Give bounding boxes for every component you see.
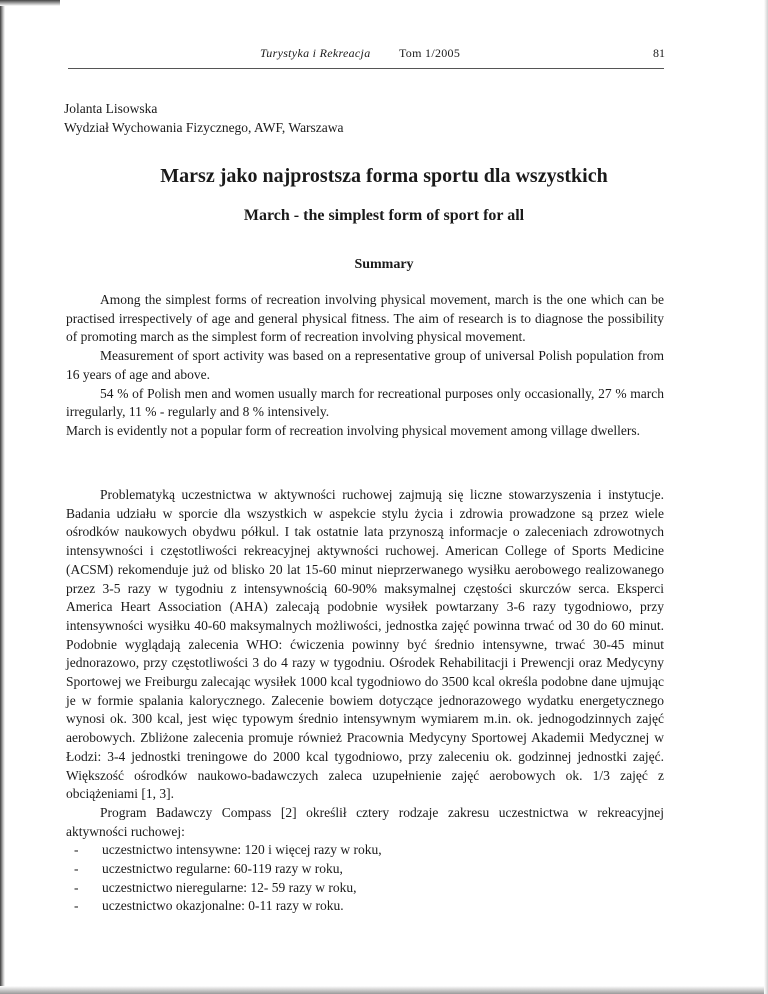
author-block (64, 99, 344, 137)
body-paragraph: Problematyką uczestnictwa w aktywności ruchowej zajmują się liczne stowarzyszenia i instytucje. Badania udziału w sporcie dla wszystkich w aspekcie stylu życia i zdrowia prowadzone są przez wiele ośrodków naukowych obydwu półkul. I tak ostatnie lata przynoszą informacje o zaleceniach zdrowotnych intensywności i częstotliwości rekreacyjnej aktywności ruchowej. American College of Sports Medicine (ACSM) rekomenduje już od blisko 20 lat 15-60 minut nieprzerwanego wysiłku aerobowego realizowanego przez 3-5 razy w tygodniu z intensywnością 60-90% maksymalnej częstości skurczów serca. Eksperci America Heart Association (AHA) zalecają podobnie wysiłek powtarzany 3-6 razy tygodniowo, przy intensywności wysiłku 40-60 maksymalnych możliwości, jednostka zajęć powinna trwać od 30 do 60 minut. Podobnie wyglądają zalecenia WHO: ćwiczenia powinny być średnio intensywne, trwać 30-45 minut jednorazowo, przy częstotliwości 3 do 4 razy w tygodniu. Ośrodek Rehabilitacji i Prewencji oraz Medycyny Sportowej we Freiburgu zalecając wysiłek 1000 kcal tygodniowo do 3500 kcal określa podobne dane ujmując je w formie spalania kalorycznego. Zalecenie bowiem dotyczące jednorazowego wydatku energetycznego wynosi ok. 300 kcal, jest więc typowym średnio intensywnym wymiarem m.in. ok. jednogodzinnych zajęć aerobowych. Zbliżone zalecenia promuje również Pracownia Medycyny Sportowej Akademii Medycznej w Łodzi: 3-4 jednostki treningowe do 2000 kcal tygodniowo, przy zaleceniu ok. godzinnej jednostki zajęć. Większość ośrodków naukowo-badawczych zaleca uzupełnienie zajęć aerobowych ok. 1/3 zajęć z obciążeniami [1, 3]. (66, 487, 664, 802)
summary-paragraph: Measurement of sport activity was based on a representative group of universal Polish population from 16 years of age and above. (66, 348, 664, 382)
summary-paragraph: Among the simplest forms of recreation involving physical movement, march is the one which can be practised irrespectively of age and general physical fitness. The aim of research is to diagnose the possibility of promoting march as the simplest form of recreation involving physical movement. (66, 292, 664, 345)
body-paragraph: Program Badawczy Compass [2] określił cztery rodzaje zakresu uczestnictwa w rekreacyjnej aktywności ruchowej: (66, 804, 664, 839)
list-marker: - (74, 861, 79, 877)
summary-heading: Summary (354, 257, 414, 272)
summary-paragraph: March is evidently not a popular form of recreation involving physical movement among village dwellers. (66, 422, 640, 438)
list-item (66, 841, 664, 860)
list-item-text: uczestnictwo okazjonalne: 0-11 razy w roku. (102, 898, 344, 914)
title-english: March - the simplest form of sport for all (243, 207, 525, 224)
summary-text (66, 291, 664, 441)
list-item-text: uczestnictwo nieregularne: 12- 59 razy w roku, (102, 879, 357, 895)
scan-shadow-left (0, 0, 5, 994)
summary-paragraph: 54 % of Polish men and women usually march for recreational purposes only occasionally, 27 % march irregularly, 11 % - regularly and 8 % intensively. (66, 385, 664, 420)
page-number: 81 (653, 46, 665, 60)
scan-shadow-top (0, 0, 60, 6)
list-item (66, 897, 664, 916)
list-marker: - (74, 879, 79, 895)
list-item-text: uczestnictwo intensywne: 120 i więcej razy w roku, (102, 842, 382, 858)
list-marker: - (74, 842, 79, 858)
list-item (66, 879, 664, 898)
scan-shadow-bottom (0, 986, 768, 994)
header-rule (68, 68, 664, 69)
list-marker: - (74, 898, 79, 914)
list-item-text: uczestnictwo regularne: 60-119 razy w roku, (102, 861, 343, 877)
author-name: Jolanta Lisowska (64, 101, 158, 116)
journal-name: Turystyka i Rekreacja (260, 46, 371, 60)
scan-shadow-right (764, 0, 768, 994)
author-affiliation: Wydział Wychowania Fizycznego, AWF, Warszawa (64, 120, 344, 135)
title-polish: Marsz jako najprostsza forma sportu dla wszystkich (160, 165, 608, 187)
body-text (66, 486, 664, 916)
journal-volume: Tom 1/2005 (399, 46, 461, 60)
list-item (66, 860, 664, 879)
